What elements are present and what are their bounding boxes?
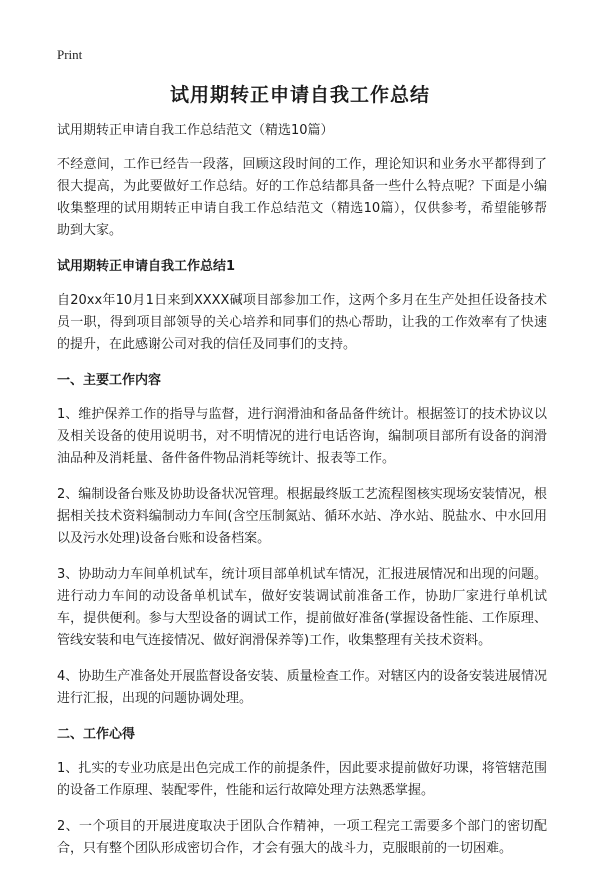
intro-paragraph: 不经意间，工作已经告一段落，回顾这段时间的工作，理论知识和业务水平都得到了很大提高，为此要做好工作总结。好的工作总结都具备一些什么特点呢？下面是小编收集整理的试用期转正申请自我工作总结范文（精选10篇），仅供参考，希望能够帮助到大家。 — [57, 157, 547, 238]
document-body — [57, 120, 547, 874]
section-intro-paragraph: 自20xx年10月1日来到XXXX碱项目部参加工作，这两个多月在生产处担任设备技术员一职，得到项目部领导的关心培养和同事们的热心帮助，让我的工作效率有了快速的提升，在此感谢公司对我的信任及同事们的支持。 — [57, 293, 547, 352]
part1-item: 1、维护保养工作的指导与监督，进行润滑油和备品备件统计。根据签订的技术协议以及相关设备的使用说明书，对不明情况的进行电话咨询，编制项目部所有设备的润滑油品种及消耗量、备件备件物品消耗等统计、报表等工作。 — [57, 407, 547, 466]
part2-item: 1、扎实的专业功底是出色完成工作的前提条件，因此要求提前做好功课，将管辖范围的设备工作原理、装配零件，性能和运行故障处理方法熟悉掌握。 — [57, 761, 547, 798]
part1-item: 3、协助动力车间单机试车，统计项目部单机试车情况，汇报进展情况和出现的问题。进行动力车间的动设备单机试车，做好安装调试前准备工作，协助厂家进行单机试车，提供便利。参与大型设备的调试工作，提前做好准备(掌握设备性能、工作原理、管线安装和电气连接情况、做好润滑保养等)工作，收集整理有关技术资料。 — [57, 567, 547, 648]
section-heading: 试用期转正申请自我工作总结1 — [57, 259, 236, 274]
part2-item: 2、一个项目的开展进度取决于团队合作精神，一项工程完工需要多个部门的密切配合，只有整个团队形成密切合作，才会有强大的战斗力，克服眼前的一切困难。 — [57, 819, 547, 856]
page-title: 试用期转正申请自我工作总结 — [169, 84, 430, 106]
part1-item: 2、编制设备台账及协助设备状况管理。根据最终版工艺流程图核实现场安装情况，根据相关技术资料编制动力车间(含空压制氮站、循环水站、净水站、脱盐水、中水回用以及污水处理)设备台账和设备档案。 — [57, 487, 547, 546]
part1-heading: 一、主要工作内容 — [57, 373, 162, 388]
part2-heading: 二、工作心得 — [57, 727, 136, 742]
document-subtitle: 试用期转正申请自我工作总结范文（精选10篇） — [57, 123, 334, 138]
part1-item: 4、协助生产准备处开展监督设备安装、质量检查工作。对辖区内的设备安装进展情况进行汇报，出现的问题协调处理。 — [57, 669, 547, 706]
print-label[interactable]: Print — [57, 47, 83, 62]
